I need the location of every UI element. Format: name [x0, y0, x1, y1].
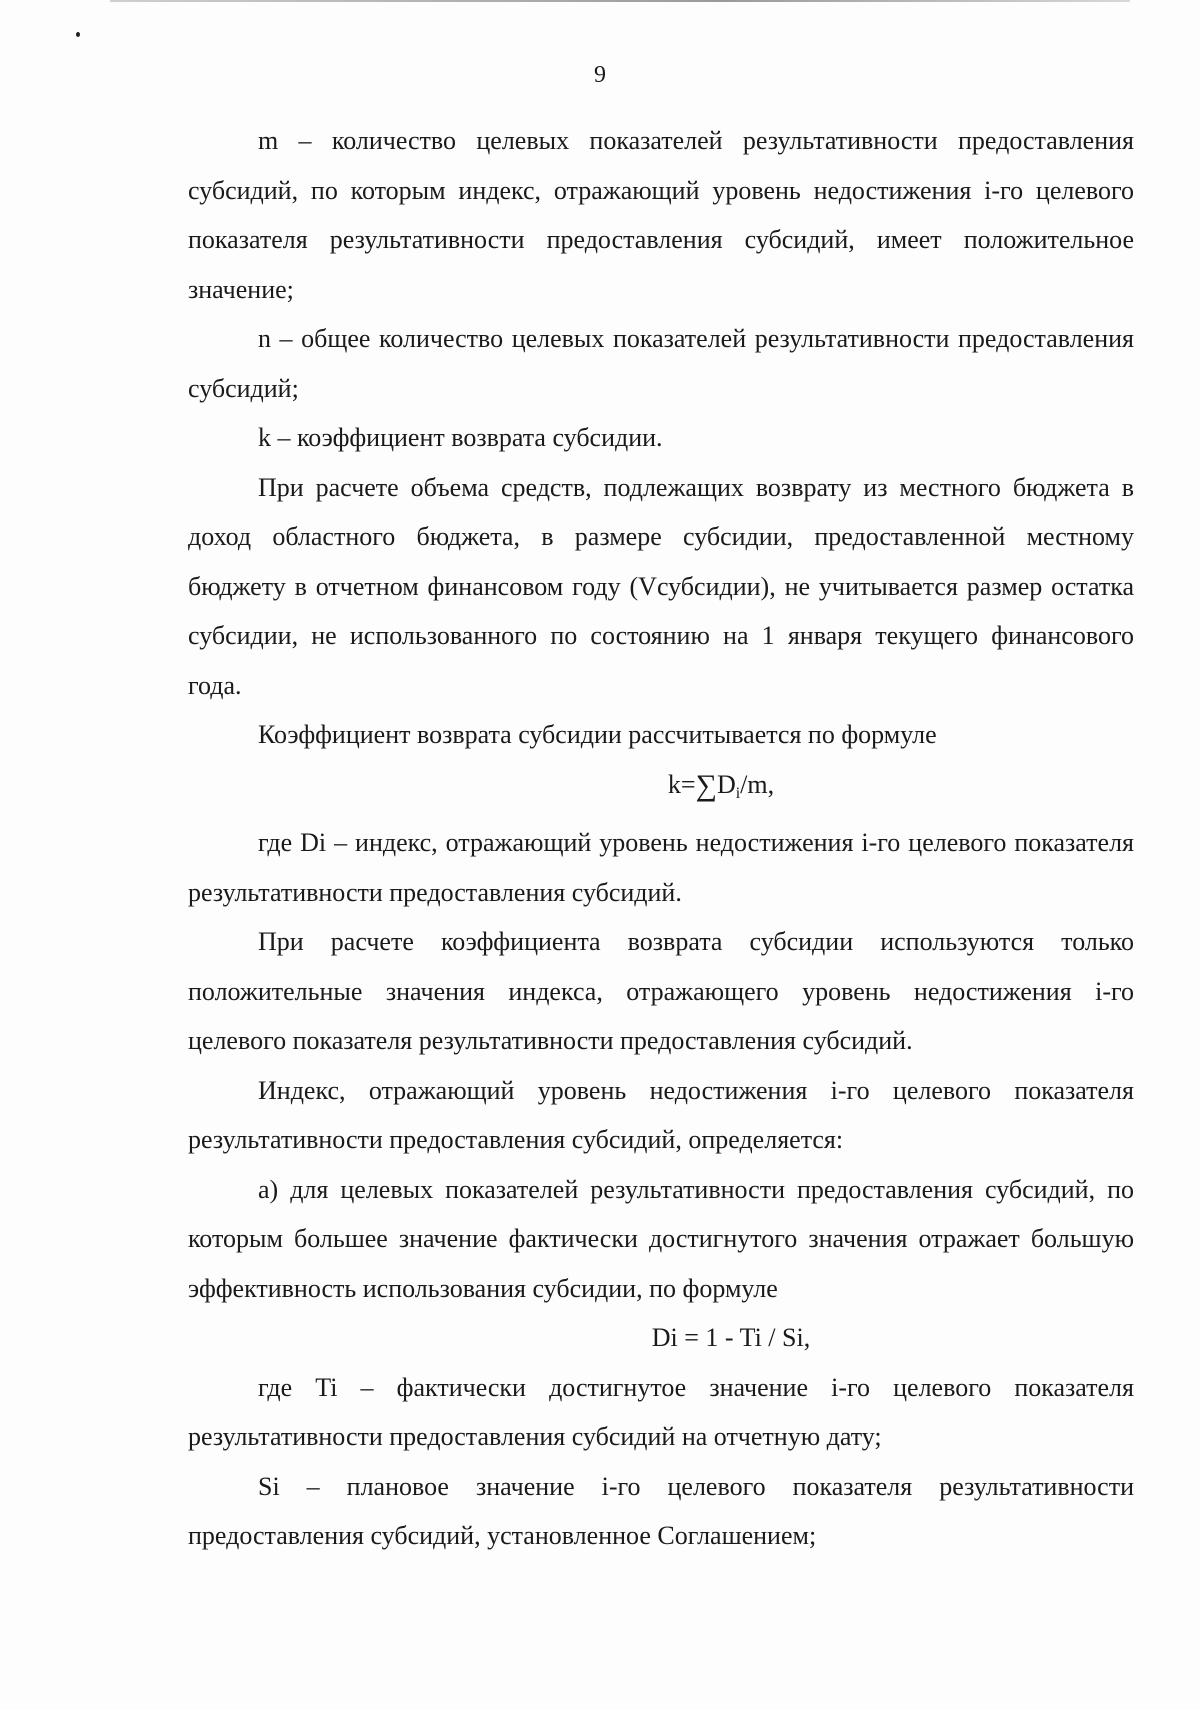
paragraph-positive-values: При расчете коэффициента возврата субсидии используются только положительные значения индекса, отражающего уровень недостижения i-го целевого показателя результативности предоставления субсидий. [188, 927, 1134, 1055]
scan-edge-line [110, 0, 1130, 2]
scan-speck [76, 32, 80, 37]
paragraph-si-definition: Si – плановое значение i-го целевого показателя результативности предоставления субсидий, установленное Соглашением; [188, 1471, 1134, 1550]
document-body [188, 116, 1134, 1561]
paragraph-ti-definition: где Ti – фактически достигнутое значение i-го целевого показателя результативности предоставления субсидий на отчетную дату; [188, 1372, 1134, 1451]
formula-k [188, 760, 1134, 819]
formula-k-var: D [716, 769, 736, 799]
paragraph-m-definition: m – количество целевых показателей результативности предоставления субсидий, по которым индекс, отражающий уровень недостижения i-го целевого показателя результативности предоставления субсидий, имеет положительное значение; [188, 126, 1134, 304]
sum-symbol: ∑ [695, 768, 717, 802]
paragraph-return-volume: При расчете объема средств, подлежащих возврату из местного бюджета в доход областного бюджета, в размере субсидии, предоставленной местному бюджету в отчетном финансовом году (Vсубсидии), не учитывается размер остатка субсидии, не использованного по состоянию на 1 января текущего финансового года. [188, 472, 1134, 700]
formula-di: Di = 1 - Ti / Si, [651, 1323, 811, 1352]
formula-k-rhs: /m, [740, 769, 775, 799]
page-number: 9 [594, 62, 606, 88]
paragraph-item-a: а) для целевых показателей результативности предоставления субсидий, по которым большее значение фактически достигнутого значения отражает большую эффективность использования субсидии, по формуле [188, 1174, 1134, 1303]
paragraph-di-definition: где Di – индекс, отражающий уровень недостижения i-го целевого показателя результативности предоставления субсидий. [188, 828, 1134, 907]
formula-k-lhs: k= [667, 769, 696, 799]
paragraph-k-definition: k – коэффициент возврата субсидии. [258, 423, 663, 452]
formula-k-subscript: i [735, 784, 741, 802]
paragraph-n-definition: n – общее количество целевых показателей результативности предоставления субсидий; [188, 324, 1134, 403]
paragraph-coefficient-intro: Коэффициент возврата субсидии рассчитывается по формуле [258, 720, 937, 749]
paragraph-index-determined: Индекс, отражающий уровень недостижения i-го целевого показателя результативности предоставления субсидий, определяется: [188, 1075, 1134, 1154]
